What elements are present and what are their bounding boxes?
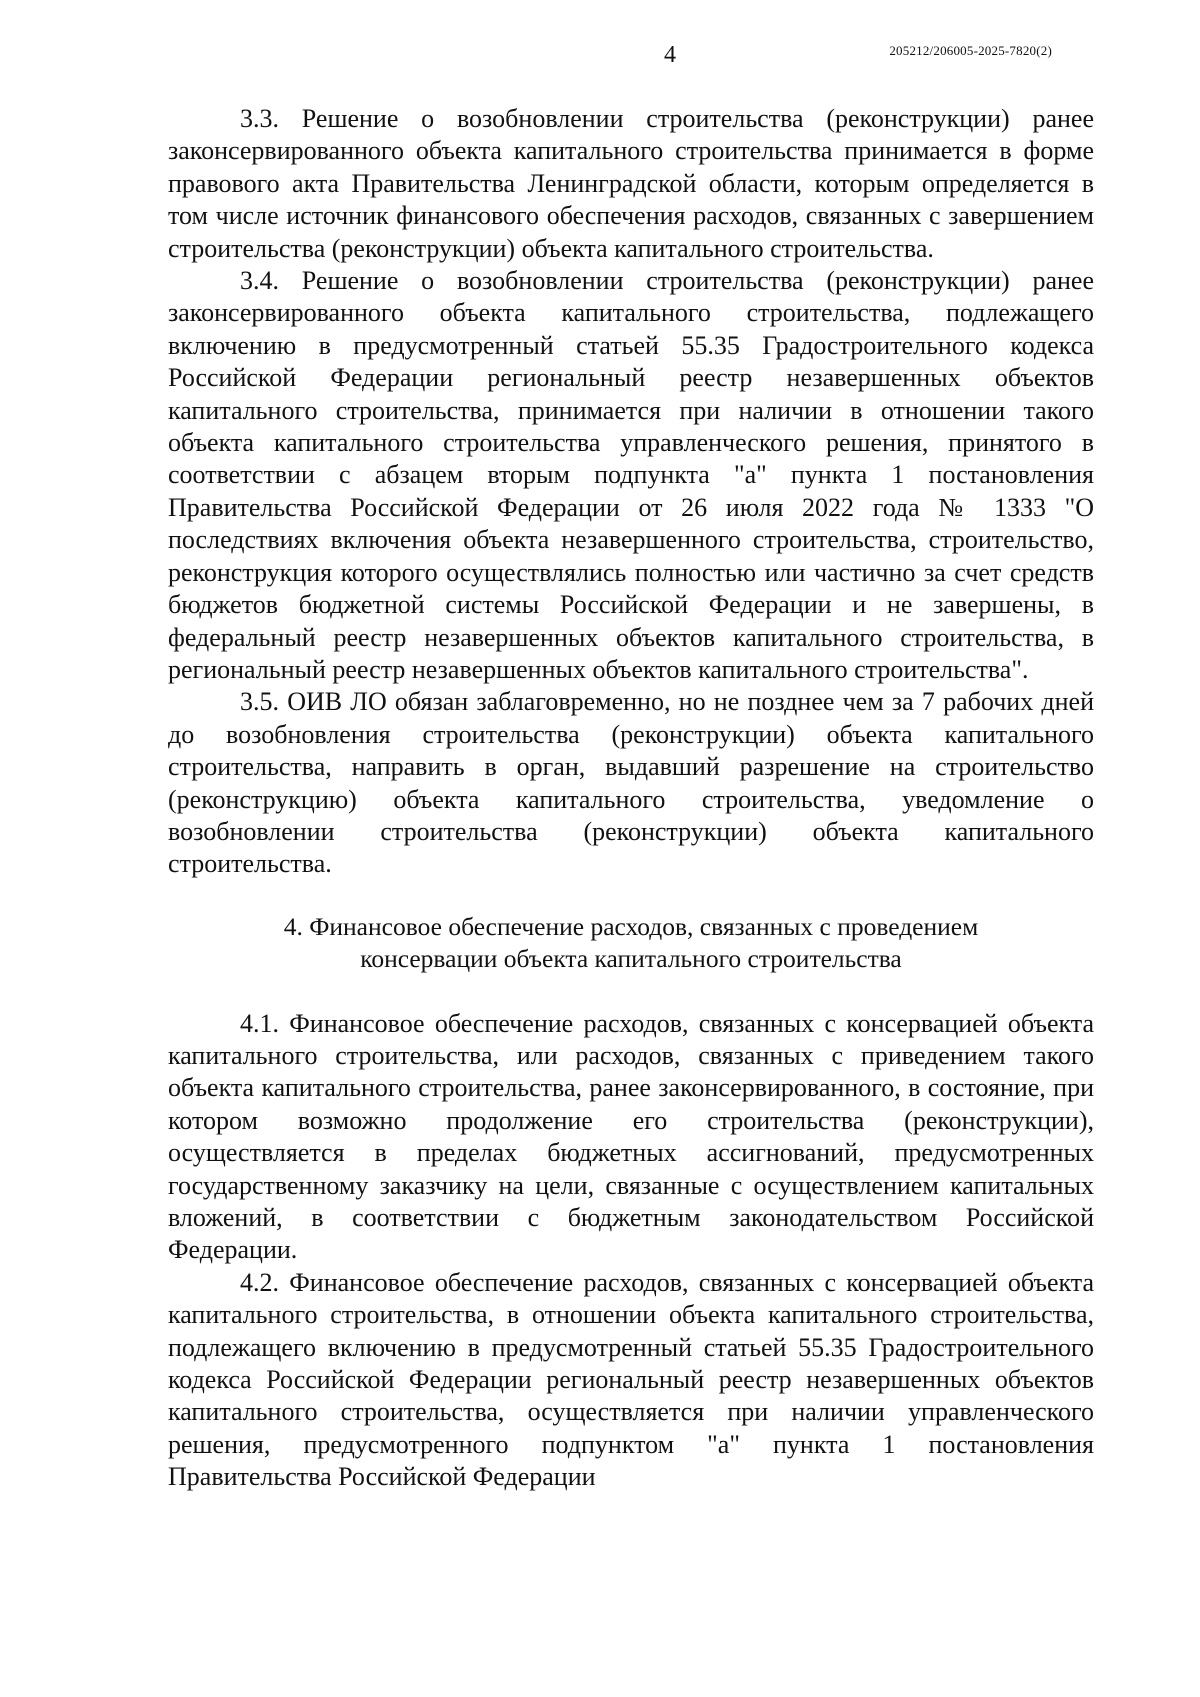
paragraph-3-3: 3.3. Решение о возобновлении строительства (реконструкции) ранее законсервированного объекта капитального строительства принимается в форме правового акта Правительства Ленинградской области, которым определяется в том числе источник финансового обеспечения расходов, связанных с завершением строительства (реконструкции) объекта капитального строительства. — [168, 104, 1094, 263]
paragraph-3-4: 3.4. Решение о возобновлении строительства (реконструкции) ранее законсервированного объекта капитального строительства, подлежащего включению в предусмотренный статьей 55.35 Градостроительного кодекса Российской Федерации региональный реестр незавершенных объектов капитального строительства, принимается при наличии в отношении такого объекта капитального строительства управленческого решения, принятого в соответствии с абзацем вторым подпункта "а" пункта 1 постановления Правительства Российской Федерации от 26 июля 2022 года № 1333 "О последствиях включения объекта незавершенного строительства, строительство, реконструкция которого осуществлялись полностью или частично за счет средств бюджетов бюджетной системы Российской Федерации и не завершены, в федеральный реестр незавершенных объектов капитального строительства, в региональный реестр незавершенных объектов капитального строительства". — [168, 266, 1094, 684]
section-4-heading — [168, 911, 1094, 976]
page-number: 4 — [664, 42, 676, 68]
section-4-heading-line-1: 4. Финансовое обеспечение расходов, связанных с проведением — [283, 911, 979, 941]
paragraph-4-1: 4.1. Финансовое обеспечение расходов, связанных с консервацией объекта капитального строительства, или расходов, связанных с приведением такого объекта капитального строительства, ранее законсервированного, в состояние, при котором возможно продолжение его строительства (реконструкции), осуществляется в пределах бюджетных ассигнований, предусмотренных государственному заказчику на цели, связанные с осуществлением капитальных вложений, в соответствии с бюджетным законодательством Российской Федерации. — [168, 1008, 1094, 1265]
paragraph-3-5: 3.5. ОИВ ЛО обязан заблаговременно, но не позднее чем за 7 рабочих дней до возобновления строительства (реконструкции) объекта капитального строительства, направить в орган, выдавший разрешение на строительство (реконструкцию) объекта капитального строительства, уведомление о возобновлении строительства (реконструкции) объекта капитального строительства. — [168, 687, 1094, 879]
section-4-heading-line-2: консервации объекта капитального строительства — [360, 944, 902, 974]
document-id: 205212/206005-2025-7820(2) — [889, 43, 1052, 58]
paragraph-4-2: 4.2. Финансовое обеспечение расходов, связанных с консервацией объекта капитального строительства, в отношении объекта капитального строительства, подлежащего включению в предусмотренный статьей 55.35 Градостроительного кодекса Российской Федерации региональный реестр незавершенных объектов капитального строительства, осуществляется при наличии управленческого решения, предусмотренного подпунктом "а" пункта 1 постановления Правительства Российской Федерации — [168, 1267, 1094, 1492]
document-body — [168, 103, 1094, 1494]
